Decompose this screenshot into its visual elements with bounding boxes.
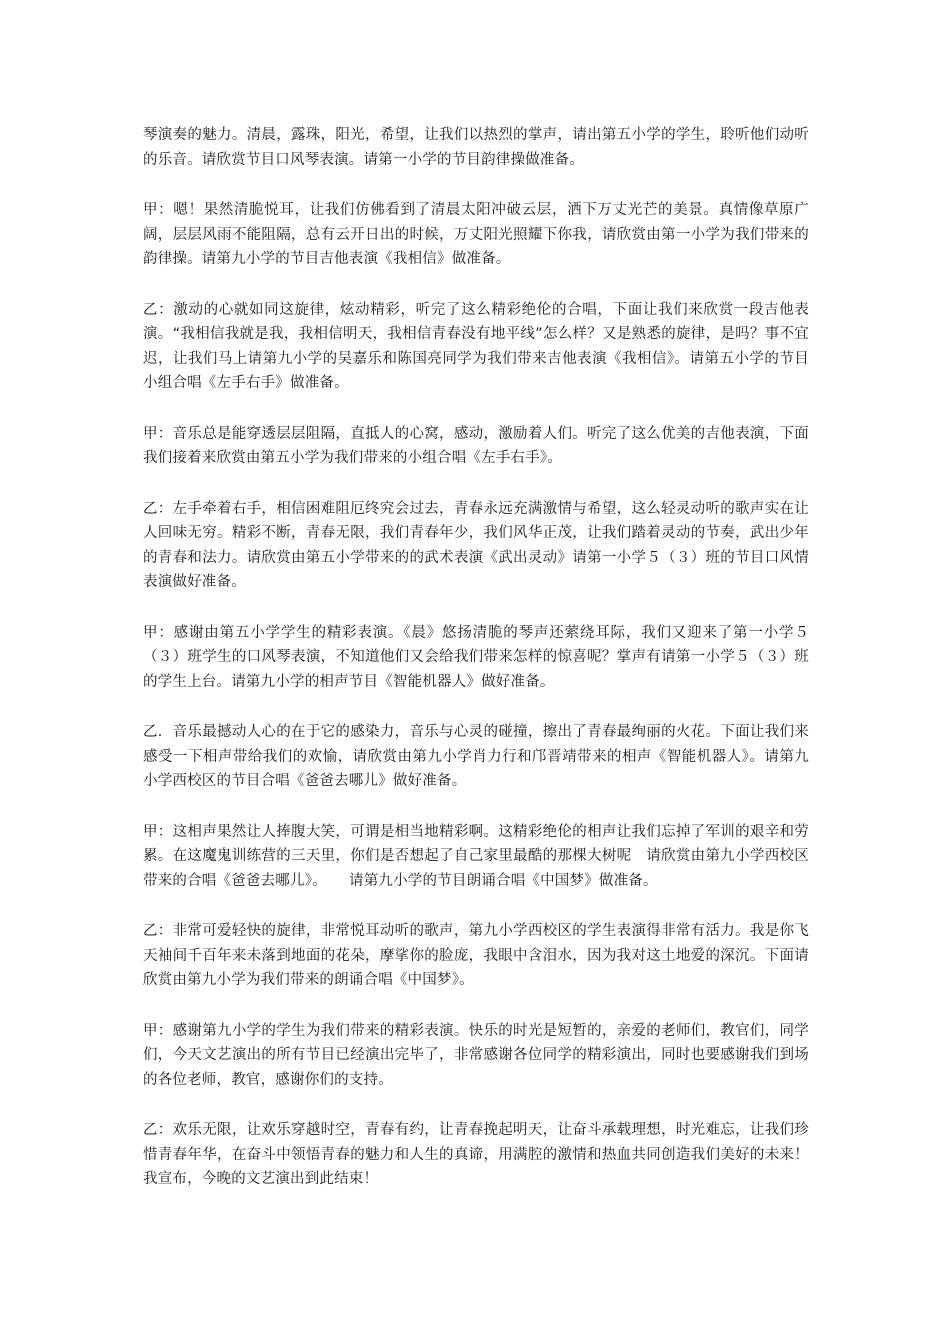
paragraph-1: 琴演奏的魅力。清晨，露珠，阳光，希望，让我们以热烈的掌声，请出第五小学的学生，聆听他们动听的乐音。请欣赏节目口风琴表演。请第一小学的节目韵律操做准备。 <box>143 127 809 168</box>
paragraph-11: 乙：欢乐无限，让欢乐穿越时空，青春有约，让青春挽起明天，让奋斗承载理想，时光难忘，让我们珍惜青春年华，在奋斗中领悟青春的魅力和人生的真谛，用满腔的激情和热血共同创造我们美好的未来！我宣布，今晚的文艺演出到此结束！ <box>143 1122 809 1187</box>
paragraph-10: 甲：感谢第九小学的学生为我们带来的精彩表演。快乐的时光是短暂的，亲爱的老师们，教官们，同学们，今天文艺演出的所有节目已经演出完毕了，非常感谢各位同学的精彩演出，同时也要感谢我们到场的各位老师，教官，感谢你们的支持。 <box>143 1022 809 1088</box>
paragraph-2: 甲：嗯！果然清脆悦耳，让我们仿佛看到了清晨太阳冲破云层，洒下万丈光芒的美景。真情像草原广阔，层层风雨不能阻隔，总有云开日出的时候，万丈阳光照耀下你我，请欣赏由第一小学为我们带来的韵律操。请第九小学的节目吉他表演《我相信》做准备。 <box>143 202 809 267</box>
paragraph-6: 甲：感谢由第五小学学生的精彩表演。《晨》悠扬清脆的琴声还萦绕耳际，我们又迎来了第一小学５（３）班学生的口风琴表演，不知道他们又会给我们带来怎样的惊喜呢？掌声有请第一小学５（３）班的学生上台。请第九小学的相声节目《智能机器人》做好准备。 <box>143 624 809 690</box>
paragraph-4: 甲：音乐总是能穿透层层阻隔，直抵人的心窝，感动，激励着人们。听完了这么优美的吉他表演，下面我们接着来欣赏由第五小学为我们带来的小组合唱《左手右手》。 <box>143 425 809 466</box>
paragraph-7: 乙．音乐最撼动人心的在于它的感染力，音乐与心灵的碰撞，擦出了青春最绚丽的火花。下面让我们来感受一下相声带给我们的欢愉，请欣赏由第九小学肖力行和邝晋靖带来的相声《智能机器人》。请第九小学西校区的节目合唱《爸爸去哪儿》做好准备。 <box>143 724 809 789</box>
paragraph-3: 乙：激动的心就如同这旋律，炫动精彩，听完了这么精彩绝伦的合唱，下面让我们来欣赏一段吉他表演。“我相信我就是我，我相信明天，我相信青春没有地平线”怎么样？又是熟悉的旋律，是吗？事不宜迟，让我们马上请第九小学的吴嘉乐和陈国亮同学为我们带来吉他表演《我相信》。请第五小学的节目小组合唱《左手右手》做准备。 <box>143 301 809 391</box>
paragraph-8: 甲：这相声果然让人捧腹大笑，可谓是相当地精彩啊。这精彩绝伦的相声让我们忘掉了军训的艰辛和劳累。在这魔鬼训练营的三天里，你们是否想起了自己家里最酷的那棵大树呢 请欣赏由第九小学西校区带来的合唱《爸爸去哪儿》。 请第九小学的节目朗诵合唱《中国梦》做准备。 <box>143 823 809 889</box>
paragraph-5: 乙：左手牵着右手，相信困难阻厄终究会过去，青春永远充满激情与希望，这么轻灵动听的歌声实在让人回味无穷。精彩不断，青春无限，我们青春年少，我们风华正茂，让我们踏着灵动的节奏，武出少年的青春和法力。请欣赏由第五小学带来的的武术表演《武出灵动》请第一小学５（３）班的节目口风情表演做好准备。 <box>143 500 809 590</box>
paragraph-9: 乙：非常可爱轻快的旋律，非常悦耳动听的歌声，第九小学西校区的学生表演得非常有活力。我是你飞天袖间千百年来未落到地面的花朵，摩挲你的脸庞，我眼中含泪水，因为我对这土地爱的深沉。下面请欣赏由第九小学为我们带来的朗诵合唱《中国梦》。 <box>143 923 809 988</box>
document-body <box>143 123 809 1218</box>
